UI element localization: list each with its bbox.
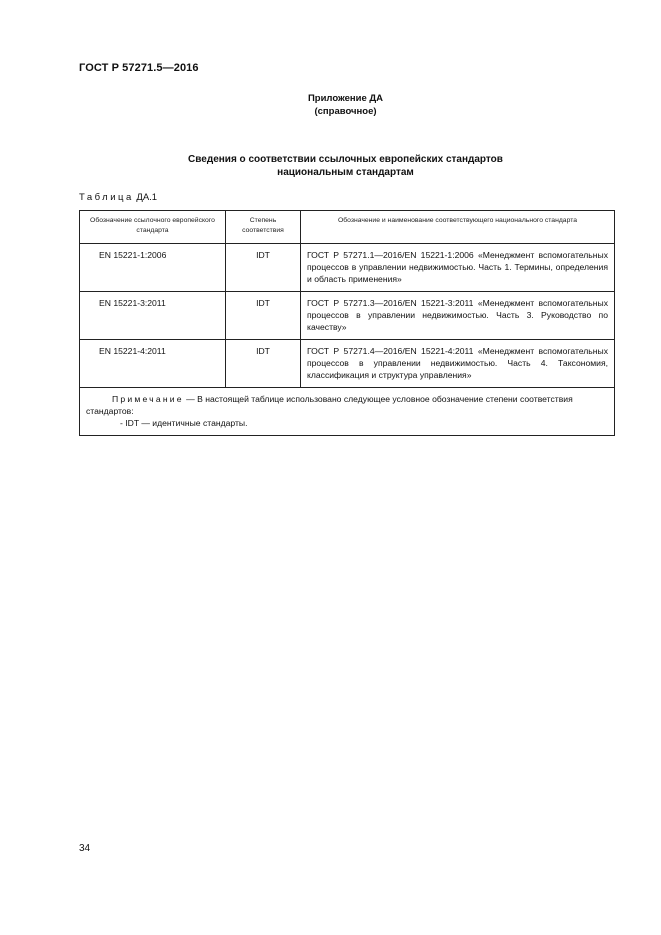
table-caption-word: Таблица xyxy=(79,192,134,203)
table-note xyxy=(80,388,615,436)
correspondence-table xyxy=(79,210,615,436)
cell-national-standard: ГОСТ Р 57271.3—2016/EN 15221-3:2011 «Менеджмент вспомогательных процессов в управлении недвижимостью. Часть 3. Руководство по качеству» xyxy=(301,292,615,340)
cell-degree: IDT xyxy=(226,292,301,340)
cell-european-standard: EN 15221-1:2006 xyxy=(80,244,226,292)
table-row xyxy=(80,292,615,340)
cell-european-standard: EN 15221-3:2011 xyxy=(80,292,226,340)
annex-title: Приложение ДА xyxy=(307,93,384,104)
section-title xyxy=(0,153,661,179)
table-row xyxy=(80,244,615,292)
column-header-national-standard: Обозначение и наименование соответствующего национального стандарта xyxy=(301,211,615,244)
note-item: - IDT — идентичные стандарты. xyxy=(120,418,248,428)
annex-subtitle: (справочное) xyxy=(314,106,377,117)
section-title-line-2: национальным стандартам xyxy=(277,167,414,178)
table-caption xyxy=(79,192,157,203)
section-title-line-1: Сведения о соответствии ссылочных европейских стандартов xyxy=(188,154,503,165)
column-header-degree: Степень соответствия xyxy=(226,211,301,244)
cell-national-standard: ГОСТ Р 57271.4—2016/EN 15221-4:2011 «Менеджмент вспомогательных процессов в управлении недвижимостью. Часть 4. Таксономия, классификация и структура управления» xyxy=(301,340,615,388)
cell-european-standard: EN 15221-4:2011 xyxy=(80,340,226,388)
cell-national-standard: ГОСТ Р 57271.1—2016/EN 15221-1:2006 «Менеджмент вспомогательных процессов в управлении недвижимостью. Часть 1. Термины, определения и область применения» xyxy=(301,244,615,292)
table-caption-number: ДА.1 xyxy=(136,192,158,203)
column-header-european-standard: Обозначение ссылочного европейского стандарта xyxy=(80,211,226,244)
page-number: 34 xyxy=(79,843,91,854)
cell-degree: IDT xyxy=(226,340,301,388)
table-header-row xyxy=(80,211,615,244)
note-label: Примечание xyxy=(112,394,184,404)
note-text: — В настоящей таблице использовано следующее условное обозначение степени соответствия стандартов: xyxy=(86,394,573,416)
document-code: ГОСТ Р 57271.5—2016 xyxy=(79,62,199,74)
table-note-row xyxy=(80,388,615,436)
table-row xyxy=(80,340,615,388)
cell-degree: IDT xyxy=(226,244,301,292)
annex-heading xyxy=(0,92,661,118)
